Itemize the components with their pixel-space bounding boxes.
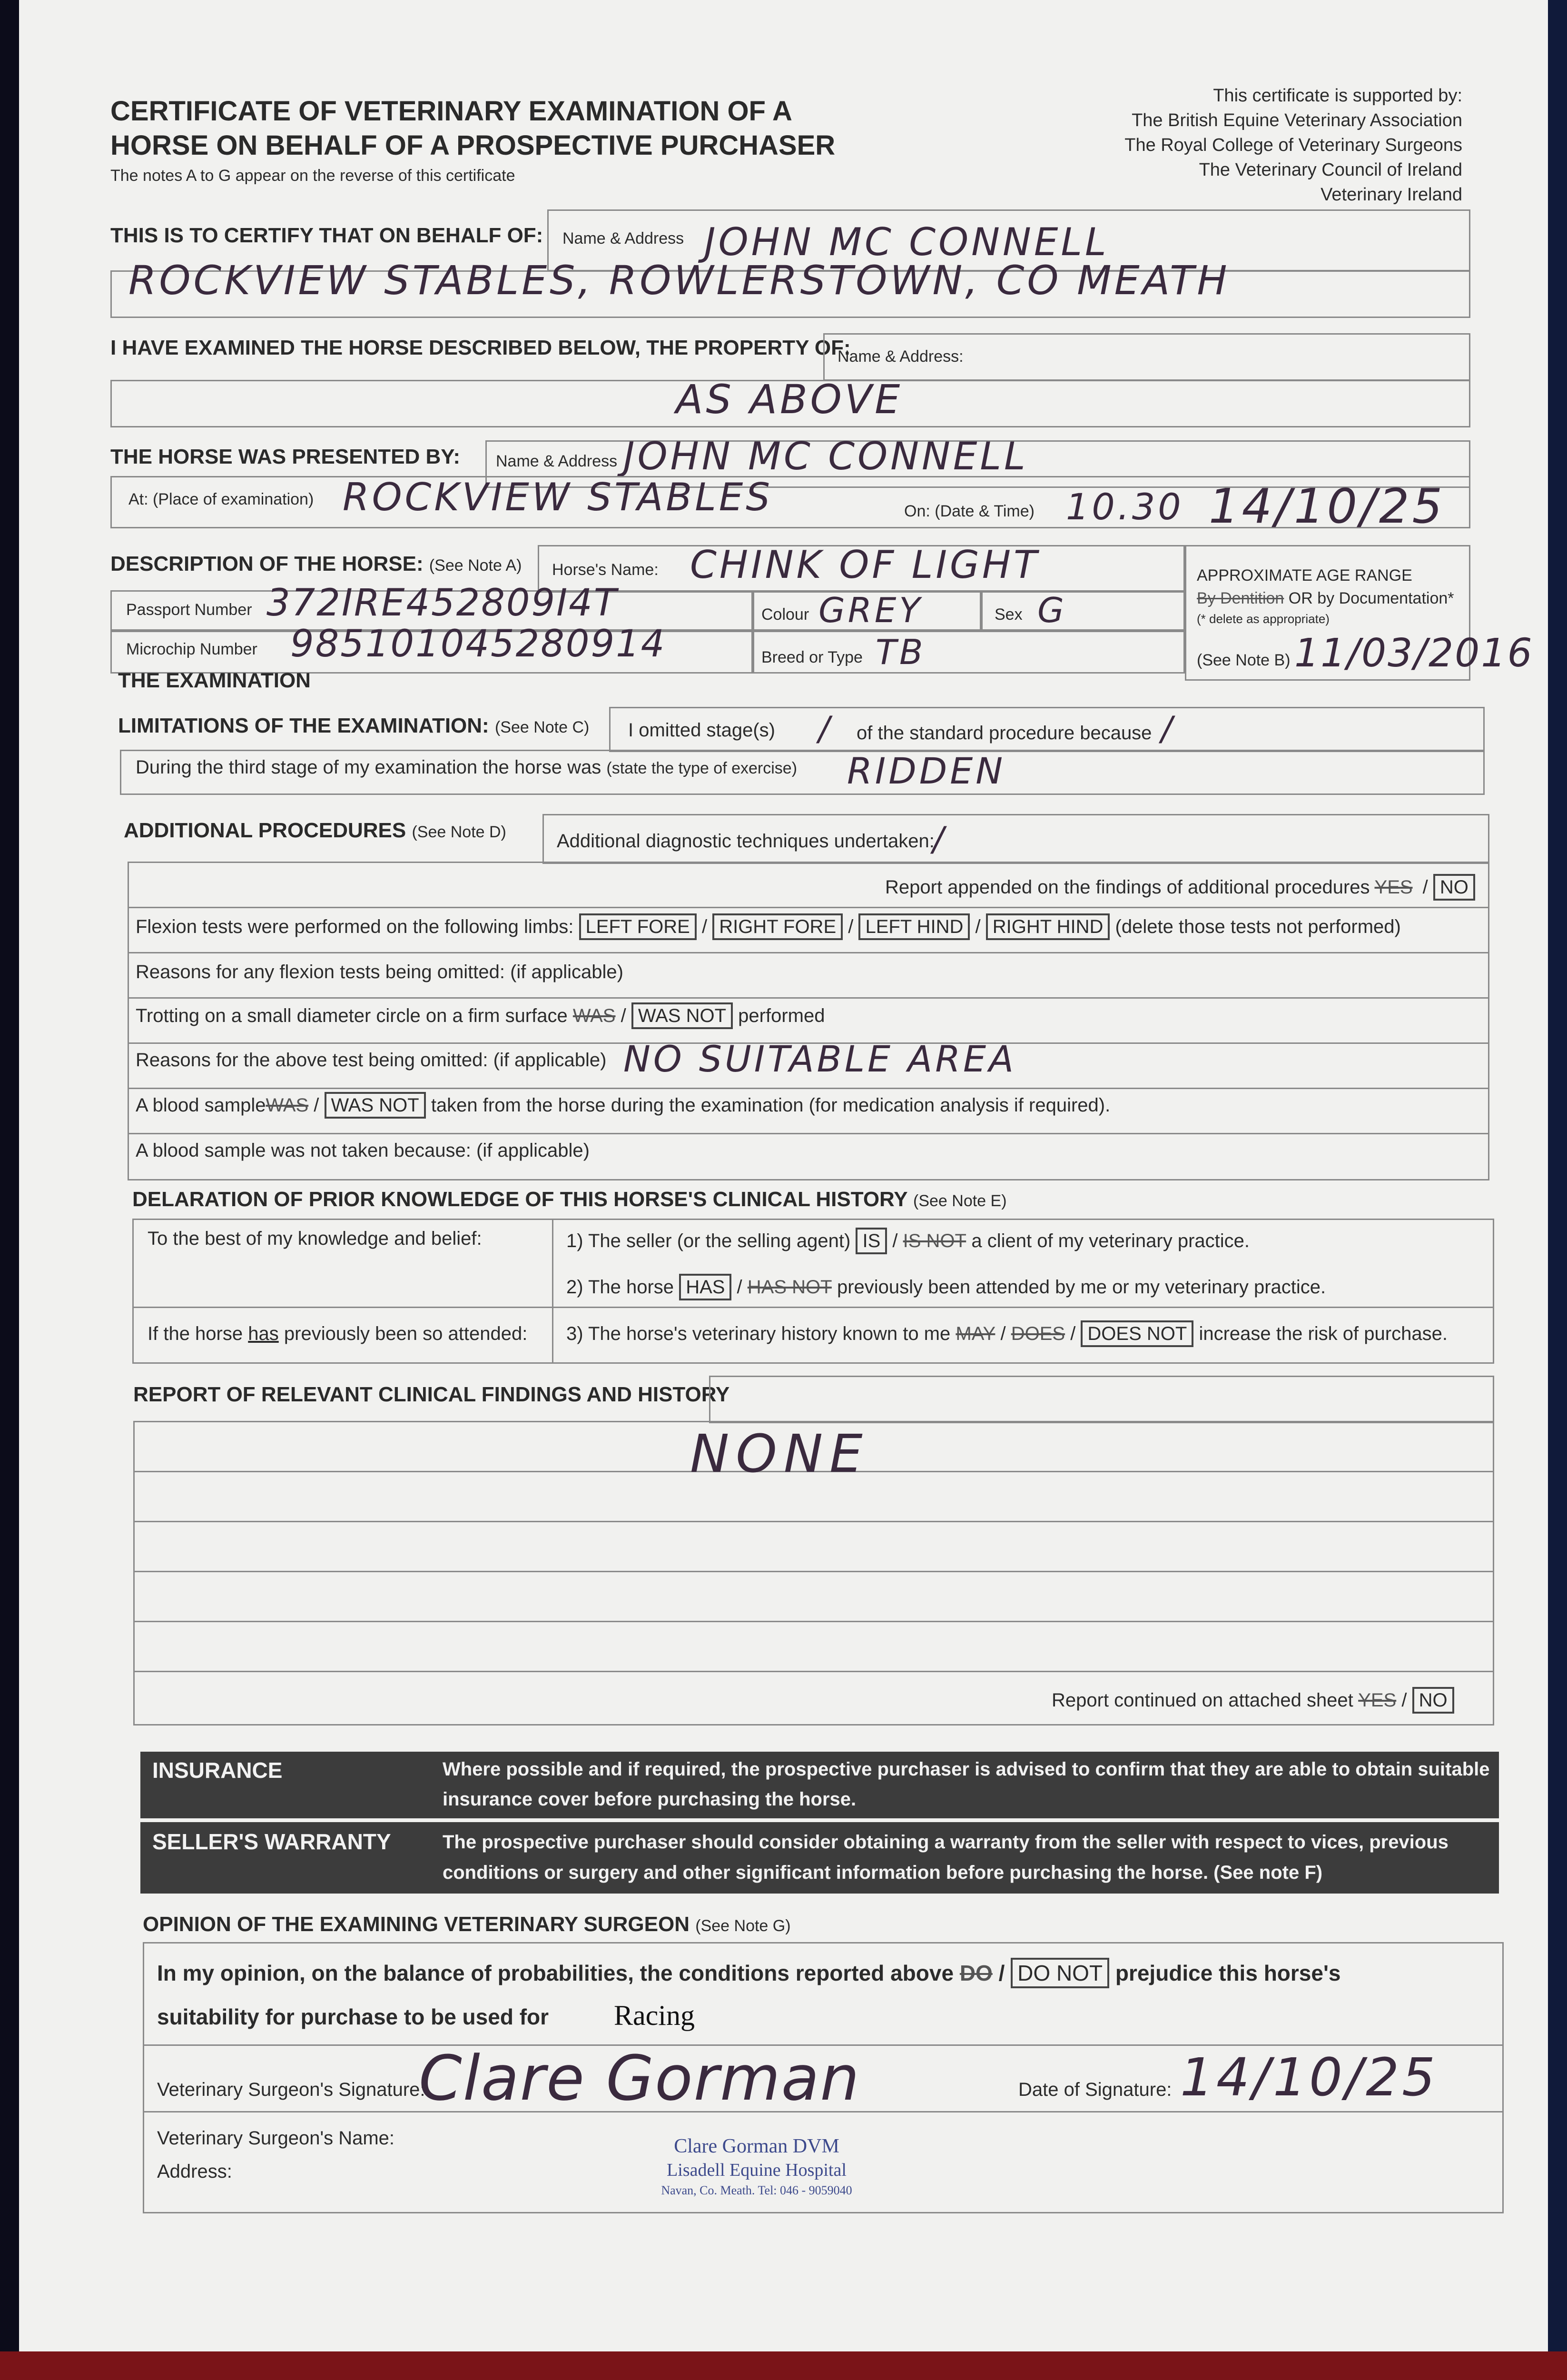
blood-row: A blood sampleWAS / WAS NOT taken from the horse during the examination (for medication analysis if required). — [136, 1095, 1110, 1116]
q1-text-b: a client of my veterinary practice. — [971, 1230, 1250, 1251]
stamp-address: Navan, Co. Meath. Tel: 046 - 9059040 — [661, 2183, 852, 2197]
supporters-block — [1124, 83, 1462, 207]
age-label: APPROXIMATE AGE RANGE — [1197, 566, 1412, 585]
continued-no-option[interactable]: NO — [1412, 1687, 1454, 1714]
presented-label: THE HORSE WAS PRESENTED BY: — [110, 445, 461, 468]
q2-row: 2) The horse HAS / HAS NOT previously been attended by me or my veterinary practice. — [566, 1277, 1326, 1298]
warranty-text-1: The prospective purchaser should consider obtaining a warranty from the seller with respect to vices, previous — [443, 1832, 1449, 1853]
signature-value: Clare Gorman — [419, 2042, 860, 2114]
opinion-row-1: In my opinion, on the balance of probabilities, the conditions reported above DO / DO NOT prejudice this horse's — [157, 1960, 1340, 1986]
belief-label: To the best of my knowledge and belief: — [148, 1228, 482, 1249]
warranty-label: SELLER'S WARRANTY — [152, 1829, 391, 1854]
trotting-label: Trotting on a small diameter circle on a firm surface — [136, 1005, 568, 1026]
declaration-note: (See Note E) — [913, 1192, 1007, 1210]
third-stage-text: During the third stage of my examination the horse was — [136, 757, 601, 778]
certify-name: JOHN MC CONNELL — [704, 220, 1109, 264]
microchip-label: Microchip Number — [126, 640, 257, 658]
date-signature-label: Date of Signature: — [1018, 2079, 1172, 2100]
omitted-reason: / — [1161, 709, 1175, 748]
additional-note: (See Note D) — [412, 823, 506, 841]
sex-value: G — [1037, 590, 1067, 630]
limitations-title: LIMITATIONS OF THE EXAMINATION: — [118, 714, 489, 737]
q1-is-not-option[interactable]: IS NOT — [903, 1230, 966, 1251]
q3-text-a: 3) The horse's veterinary history known to me — [566, 1323, 951, 1344]
report-header-box — [709, 1376, 1494, 1423]
omitted-label: I omitted stage(s) — [628, 720, 776, 741]
q2-has-option[interactable]: HAS — [679, 1274, 731, 1300]
blood-was-not-option[interactable]: WAS NOT — [325, 1092, 426, 1119]
trotting-row: Trotting on a small diameter circle on a firm surface WAS / WAS NOT performed — [136, 1005, 825, 1027]
divider — [552, 1219, 553, 1364]
divider — [128, 952, 1489, 953]
background-band — [0, 2351, 1567, 2380]
stamp-name: Clare Gorman DVM — [674, 2135, 839, 2157]
title-line-2: HORSE ON BEHALF OF A PROSPECTIVE PURCHASER — [110, 130, 836, 161]
flexion-label: Flexion tests were performed on the following limbs: — [136, 916, 574, 937]
limitations-note: (See Note C) — [494, 718, 590, 736]
additional-title: ADDITIONAL PROCEDURES — [124, 819, 406, 842]
declaration-label — [132, 1188, 1007, 1211]
flexion-row: Flexion tests were performed on the following limbs: LEFT FORE / RIGHT FORE / LEFT HIND / RIGHT HIND (delete those tests not performed) — [136, 916, 1401, 938]
sex-label: Sex — [995, 605, 1023, 624]
owner-name-address-label: Name & Address: — [838, 347, 964, 366]
declaration-title: DELARATION OF PRIOR KNOWLEDGE OF THIS HORSE'S CLINICAL HISTORY — [132, 1188, 907, 1211]
blood-was-option[interactable]: WAS — [266, 1095, 309, 1116]
attended-has: has — [248, 1323, 279, 1344]
certify-name-address-label: Name & Address — [562, 229, 684, 248]
trot-reason-value: NO SUITABLE AREA — [623, 1038, 1017, 1080]
q1-text-a: 1) The seller (or the selling agent) — [566, 1230, 851, 1251]
colour-label: Colour — [761, 605, 809, 624]
colour-value: GREY — [818, 590, 923, 630]
opinion-title: OPINION OF THE EXAMINING VETERINARY SURGEON — [143, 1913, 690, 1936]
age-or-documentation: OR by Documentation* — [1288, 589, 1454, 607]
certify-label: THIS IS TO CERTIFY THAT ON BEHALF OF: — [110, 224, 543, 247]
presented-name-address-label: Name & Address — [496, 452, 618, 470]
report-continued-row: Report continued on attached sheet YES / NO — [1052, 1690, 1454, 1711]
flexion-omit-label: Reasons for any flexion tests being omitted: (if applicable) — [136, 962, 623, 982]
horse-name-label: Horse's Name: — [552, 561, 659, 579]
examination-label: THE EXAMINATION — [118, 669, 311, 692]
limb-right-fore[interactable]: RIGHT FORE — [712, 913, 843, 940]
q2-has-not-option[interactable]: HAS NOT — [747, 1277, 832, 1298]
divider — [128, 1133, 1489, 1134]
supporter: Veterinary Ireland — [1321, 185, 1462, 205]
opinion-text-c: suitability for purchase to be used for — [157, 2004, 549, 2029]
omitted-value: / — [818, 709, 833, 748]
blood-label-b: taken from the horse during the examination (for medication analysis if required). — [431, 1095, 1111, 1116]
attended-text-a: If the horse — [148, 1323, 243, 1344]
report-label: REPORT OF RELEVANT CLINICAL FINDINGS AND HISTORY — [133, 1383, 730, 1406]
omitted-reason-label: of the standard procedure because — [857, 723, 1152, 744]
attended-text-b: previously been so attended: — [284, 1323, 528, 1344]
report-appended-row: Report appended on the findings of additional procedures YES / NO — [885, 877, 1475, 898]
breed-label: Breed or Type — [761, 648, 863, 666]
opinion-use: Racing — [614, 2000, 695, 2031]
third-stage-value: RIDDEN — [847, 750, 1006, 792]
insurance-label: INSURANCE — [152, 1758, 283, 1783]
report-continued-label: Report continued on attached sheet — [1052, 1690, 1353, 1711]
report-appended-label: Report appended on the findings of additional procedures — [885, 877, 1370, 898]
flexion-delete-note: (delete those tests not performed) — [1115, 916, 1401, 937]
notes-text: The notes A to G appear on the reverse of this certificate — [110, 167, 515, 185]
date-signature-value: 14/10/25 — [1180, 2047, 1439, 2108]
trot-was-option[interactable]: WAS — [572, 1005, 616, 1026]
age-note: (See Note B) — [1197, 651, 1291, 669]
trot-performed: performed — [738, 1005, 825, 1026]
description-note: (See Note A) — [429, 556, 522, 575]
owner-label: I HAVE EXAMINED THE HORSE DESCRIBED BELOW, THE PROPERTY OF: — [110, 336, 851, 359]
microchip-value: 985101045280914 — [290, 623, 666, 665]
report-yes-option[interactable]: YES — [1374, 877, 1413, 898]
q2-text-a: 2) The horse — [566, 1277, 674, 1298]
additional-label — [124, 819, 506, 843]
divider — [128, 997, 1489, 999]
q2-text-b: previously been attended by me or my veterinary practice. — [837, 1277, 1326, 1298]
supporter: The British Equine Veterinary Association — [1132, 110, 1462, 130]
q3-text-b: increase the risk of purchase. — [1199, 1323, 1448, 1344]
trot-was-not-option[interactable]: WAS NOT — [631, 1002, 733, 1029]
q3-does-option[interactable]: DOES — [1011, 1323, 1065, 1344]
stamp-hospital: Lisadell Equine Hospital — [667, 2160, 847, 2180]
title-line-1: CERTIFICATE OF VETERINARY EXAMINATION OF A — [110, 96, 792, 127]
description-label — [110, 552, 522, 576]
insurance-text-2: insurance cover before purchasing the horse. — [443, 1789, 857, 1810]
opinion-note: (See Note G) — [695, 1917, 791, 1935]
blood-label-a: A blood sample — [136, 1095, 266, 1116]
supporter: The Royal College of Veterinary Surgeons — [1124, 135, 1462, 155]
limb-left-fore[interactable]: LEFT FORE — [579, 913, 697, 940]
certificate-page — [19, 0, 1548, 2351]
q1-is-option[interactable]: IS — [856, 1228, 887, 1254]
surgeon-address-label: Address: — [157, 2161, 232, 2182]
q3-may-option[interactable]: MAY — [956, 1323, 995, 1344]
opinion-do-option[interactable]: DO — [959, 1961, 993, 1985]
vet-stamp — [542, 2135, 971, 2198]
surgeon-name-label: Veterinary Surgeon's Name: — [157, 2128, 395, 2149]
opinion-do-not-option[interactable]: DO NOT — [1011, 1958, 1109, 1988]
third-stage-label — [136, 757, 797, 778]
attended-label — [148, 1323, 527, 1345]
supported-by-label: This certificate is supported by: — [1213, 86, 1462, 106]
age-value: 11/03/2016 — [1294, 631, 1534, 676]
horse-name: CHINK OF LIGHT — [690, 543, 1040, 587]
time-value: 10.30 — [1066, 486, 1184, 528]
report-value: NONE — [690, 1423, 869, 1484]
age-method — [1197, 589, 1454, 608]
limitations-label — [118, 714, 589, 738]
opinion-text-a: In my opinion, on the balance of probabilities, the conditions reported above — [157, 1961, 954, 1985]
report-line — [133, 1521, 1494, 1522]
on-date-label: On: (Date & Time) — [904, 502, 1035, 520]
continued-yes-option[interactable]: YES — [1358, 1690, 1397, 1711]
insurance-text-1: Where possible and if required, the prospective purchaser is advised to confirm that they are able to obtain suitable — [443, 1759, 1490, 1780]
passport-label: Passport Number — [126, 601, 252, 619]
report-line — [133, 1571, 1494, 1572]
description-title: DESCRIPTION OF THE HORSE: — [110, 552, 424, 575]
techniques-label: Additional diagnostic techniques undertaken: — [557, 831, 935, 852]
opinion-text-b: prejudice this horse's — [1115, 1961, 1341, 1985]
signature-label: Veterinary Surgeon's Signature: — [157, 2079, 425, 2100]
supporter: The Veterinary Council of Ireland — [1199, 160, 1462, 180]
report-no-option[interactable]: NO — [1433, 874, 1475, 901]
q3-row: 3) The horse's veterinary history known to me MAY / DOES / DOES NOT increase the risk of purchase. — [566, 1323, 1448, 1345]
presented-name: JOHN MC CONNELL — [623, 434, 1028, 478]
warranty-text-2: conditions or surgery and other significant information before purchasing the horse. (See note F) — [443, 1862, 1323, 1883]
q3-does-not-option[interactable]: DOES NOT — [1081, 1320, 1193, 1347]
limb-right-hind[interactable]: RIGHT HIND — [986, 913, 1110, 940]
q1-row: 1) The seller (or the selling agent) IS / IS NOT a client of my veterinary practice. — [566, 1230, 1250, 1252]
divider — [128, 1088, 1489, 1089]
divider — [132, 1307, 1494, 1308]
age-delete-note: (* delete as appropriate) — [1197, 612, 1330, 626]
passport-value: 372IRE452809I4T — [266, 582, 618, 625]
opinion-label — [143, 1913, 791, 1936]
background-edge — [1548, 0, 1567, 2380]
date-value: 14/10/25 — [1209, 478, 1446, 534]
report-line — [133, 1671, 1494, 1672]
age-by-dentition: By Dentition — [1197, 589, 1284, 607]
techniques-value: / — [933, 820, 947, 859]
certify-address: ROCKVIEW STABLES, ROWLERSTOWN, CO MEATH — [128, 257, 1230, 304]
trot-reason-label: Reasons for the above test being omitted: (if applicable) — [136, 1050, 607, 1071]
place-label: At: (Place of examination) — [128, 490, 314, 508]
blood-not-label: A blood sample was not taken because: (if applicable) — [136, 1140, 590, 1161]
third-stage-hint: (state the type of exercise) — [606, 759, 798, 777]
divider — [128, 907, 1489, 908]
breed-value: TB — [876, 632, 926, 672]
limb-left-hind[interactable]: LEFT HIND — [858, 913, 970, 940]
owner-value: AS ABOVE — [676, 376, 903, 423]
report-line — [133, 1621, 1494, 1622]
place-value: ROCKVIEW STABLES — [343, 475, 773, 519]
